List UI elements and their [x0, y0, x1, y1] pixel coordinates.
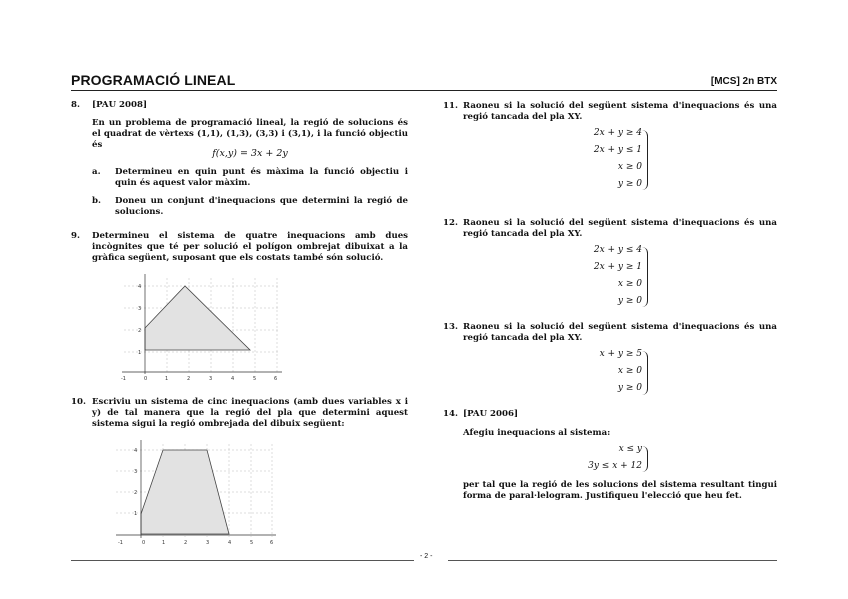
- x-tick-9: -1: [121, 376, 126, 382]
- inequality: 2x + y ≤ 1: [593, 145, 642, 155]
- problem-12-text: Raoneu si la solució del següent sistema d'inequacions és una regió tancada del pla XY.: [463, 218, 777, 239]
- inequality: x + y ≥ 5: [599, 349, 642, 359]
- x-tick-9: 6: [274, 376, 278, 382]
- inequality: x ≥ 0: [617, 366, 642, 376]
- problem-11-system: [560, 125, 642, 193]
- problem-14-tag: [PAU 2006]: [463, 409, 519, 419]
- problem-9-text: Determineu el sistema de quatre inequacions amb dues incògnites que té per solució el polígon ombrejat dibuixat a la gràfica següent, suposant que els costats també són solució.: [92, 231, 408, 263]
- brace: [642, 247, 648, 307]
- x-tick-10: 1: [162, 540, 166, 546]
- problem-8a-label: a.: [92, 167, 101, 177]
- footer-rule-right: [448, 560, 777, 561]
- shaded-polygon-10: [141, 450, 229, 534]
- problem-9-graph: [118, 274, 288, 386]
- problem-8a-text: Determineu en quin punt és màxima la funció objectiu i quin és aquest valor màxim.: [115, 167, 408, 188]
- x-tick-9: 0: [144, 376, 148, 382]
- problem-11-text: Raoneu si la solució del següent sistema d'inequacions és una regió tancada del pla XY.: [463, 101, 777, 122]
- problem-8-tag: [PAU 2008]: [92, 100, 148, 110]
- inequality: y ≥ 0: [617, 296, 642, 306]
- inequality: y ≥ 0: [617, 383, 642, 393]
- problem-14-intro: Afegiu inequacions al sistema:: [463, 428, 611, 438]
- y-tick-10: 1: [134, 511, 138, 517]
- inequality: x ≥ 0: [617, 279, 642, 289]
- page-title: PROGRAMACIÓ LINEAL: [71, 72, 236, 88]
- x-tick-10: 4: [228, 540, 232, 546]
- y-tick-9: 4: [138, 284, 142, 290]
- x-tick-10: 5: [250, 540, 254, 546]
- x-tick-9: 4: [231, 376, 235, 382]
- problem-10-text: Escriviu un sistema de cinc inequacions (amb dues variables x i y) de tal manera que la regió del pla que determini aquest sistema sigui la regió ombrejada del dibuix següent:: [92, 397, 408, 429]
- problem-8b-label: b.: [92, 196, 102, 206]
- inequality: y ≥ 0: [617, 179, 642, 189]
- problem-8-number: 8.: [71, 100, 80, 110]
- inequality: x ≤ y: [618, 444, 642, 454]
- y-tick-10: 3: [134, 469, 138, 475]
- inequality: 2x + y ≥ 1: [593, 262, 642, 272]
- page-number: - 2 -: [420, 553, 433, 560]
- y-tick-10: 4: [134, 448, 138, 454]
- problem-8-formula: f(x,y) = 3x + 2y: [212, 148, 288, 159]
- problem-14-system: [560, 441, 642, 475]
- problem-13-number: 13.: [443, 322, 458, 332]
- x-tick-9: 1: [165, 376, 169, 382]
- header-rule: [71, 90, 777, 91]
- x-tick-9: 2: [187, 376, 191, 382]
- x-tick-9: 3: [209, 376, 213, 382]
- x-tick-9: 5: [253, 376, 257, 382]
- x-tick-10: -1: [118, 540, 123, 546]
- y-tick-9: 3: [138, 306, 142, 312]
- problem-9-number: 9.: [71, 231, 80, 241]
- x-tick-10: 2: [184, 540, 188, 546]
- x-tick-10: 3: [206, 540, 210, 546]
- brace: [642, 351, 648, 395]
- problem-13-text: Raoneu si la solució del següent sistema d'inequacions és una regió tancada del pla XY.: [463, 322, 777, 343]
- shaded-polygon-9: [145, 286, 250, 350]
- y-tick-9: 2: [138, 328, 142, 334]
- x-tick-10: 6: [270, 540, 274, 546]
- y-tick-9: 1: [138, 350, 142, 356]
- course-label: [MCS] 2n BTX: [710, 76, 777, 87]
- problem-8b-text: Doneu un conjunt d'inequacions que determini la regió de solucions.: [115, 196, 408, 217]
- problem-8-text: En un problema de programació lineal, la regió de solucions és el quadrat de vèrtexs (1,1), (1,3), (3,3) i (3,1), i la funció objectiu és: [92, 118, 408, 150]
- problem-10-graph: [112, 440, 282, 548]
- problem-14-number: 14.: [443, 409, 458, 419]
- footer-rule-left: [71, 560, 414, 561]
- y-tick-10: 2: [134, 490, 138, 496]
- problem-12-number: 12.: [443, 218, 458, 228]
- brace: [642, 130, 648, 190]
- problem-14-text: per tal que la regió de les solucions del sistema resultant tingui forma de paral·lelogram. Justifiqueu l'elecció que heu fet.: [463, 480, 777, 501]
- brace: [642, 446, 648, 472]
- x-tick-10: 0: [142, 540, 146, 546]
- problem-12-system: [560, 242, 642, 310]
- problem-13-system: [560, 346, 642, 397]
- problem-11-number: 11.: [443, 101, 458, 111]
- problem-10-number: 10.: [71, 397, 86, 407]
- inequality: x ≥ 0: [617, 162, 642, 172]
- inequality: 2x + y ≥ 4: [593, 128, 642, 138]
- inequality: 2x + y ≤ 4: [593, 245, 642, 255]
- inequality: 3y ≤ x + 12: [588, 461, 642, 471]
